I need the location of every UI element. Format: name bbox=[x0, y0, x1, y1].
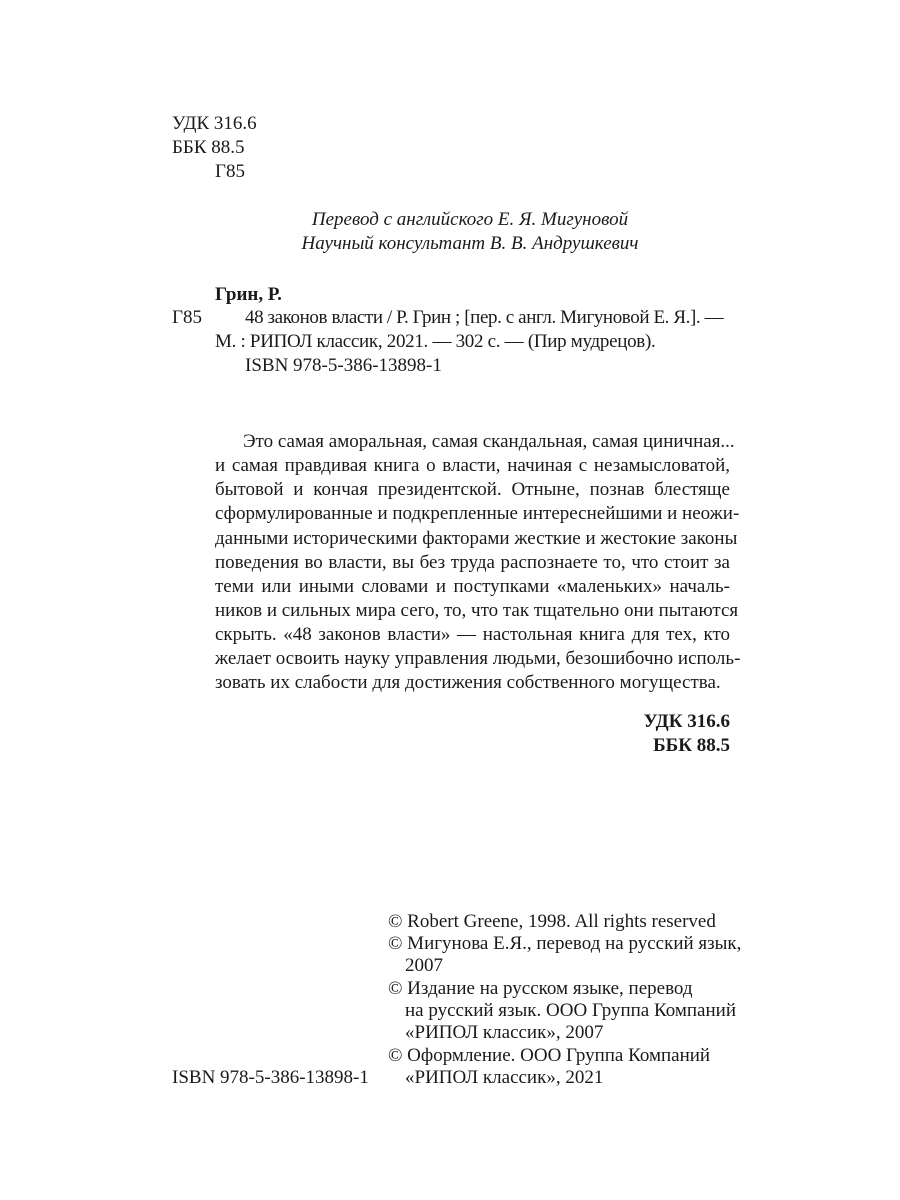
udk-code: УДК 316.6 bbox=[172, 113, 257, 134]
translator-credit: Перевод с английского Е. Я. Мигуновой bbox=[311, 209, 629, 230]
annotation-line: данными историческими факторами жесткие и жестокие законы bbox=[215, 528, 738, 549]
copyright-line: © Robert Greene, 1998. All rights reserved bbox=[388, 911, 716, 932]
annotation-line: ников и сильных мира сего, то, что так тщательно они пытаются bbox=[215, 600, 739, 621]
copyright-line: © Оформление. ООО Группа Компаний bbox=[388, 1045, 711, 1066]
copyright-line: © Издание на русском языке, перевод bbox=[388, 978, 693, 999]
annotation-line: бытовой и кончая президентской. Отныне, познав блестяще bbox=[215, 479, 730, 500]
catalog-line-1: 48 законов власти / Р. Грин ; [пер. с англ. Мигуновой Е. Я.]. — bbox=[245, 307, 724, 328]
annotation-line: Это самая аморальная, самая скандальная, самая циничная... bbox=[243, 431, 735, 452]
bottom-udk: УДК 316.6 bbox=[643, 711, 730, 732]
catalog-line-2: М. : РИПОЛ классик, 2021. — 302 с. — (Пир мудрецов). bbox=[215, 331, 656, 352]
catalog-author: Грин, Р. bbox=[215, 284, 282, 305]
copyright-line: «РИПОЛ классик», 2021 bbox=[405, 1067, 604, 1088]
annotation-line: желает освоить науку управления людьми, безошибочно исполь- bbox=[215, 648, 741, 669]
annotation-line: и самая правдивая книга о власти, начиная с незамысловатой, bbox=[215, 455, 730, 476]
annotation-line: поведения во власти, вы без труда распознаете то, что стоит за bbox=[215, 552, 730, 573]
consultant-credit: Научный консультант В. В. Андрушкевич bbox=[301, 233, 639, 254]
bottom-isbn: ISBN 978-5-386-13898-1 bbox=[172, 1067, 369, 1088]
annotation-line: зовать их слабости для достижения собственного могущества. bbox=[215, 672, 721, 693]
annotation-line: скрыть. «48 законов власти» — настольная книга для тех, кто bbox=[215, 624, 730, 645]
annotation-line: сформулированные и подкрепленные интереснейшими и неожи- bbox=[215, 503, 740, 524]
copyright-line: на русский язык. ООО Группа Компаний bbox=[405, 1000, 736, 1021]
bbk-code: ББК 88.5 bbox=[172, 137, 245, 158]
copyright-line: 2007 bbox=[405, 955, 443, 976]
copyright-line: © Мигунова Е.Я., перевод на русский язык, bbox=[388, 933, 742, 954]
catalog-isbn: ISBN 978-5-386-13898-1 bbox=[245, 355, 442, 376]
author-mark: Г85 bbox=[215, 161, 245, 182]
catalog-author-mark: Г85 bbox=[172, 307, 202, 328]
bottom-bbk: ББК 88.5 bbox=[653, 735, 730, 756]
annotation-line: теми или иными словами и поступками «маленьких» началь- bbox=[215, 576, 730, 597]
copyright-line: «РИПОЛ классик», 2007 bbox=[405, 1022, 604, 1043]
